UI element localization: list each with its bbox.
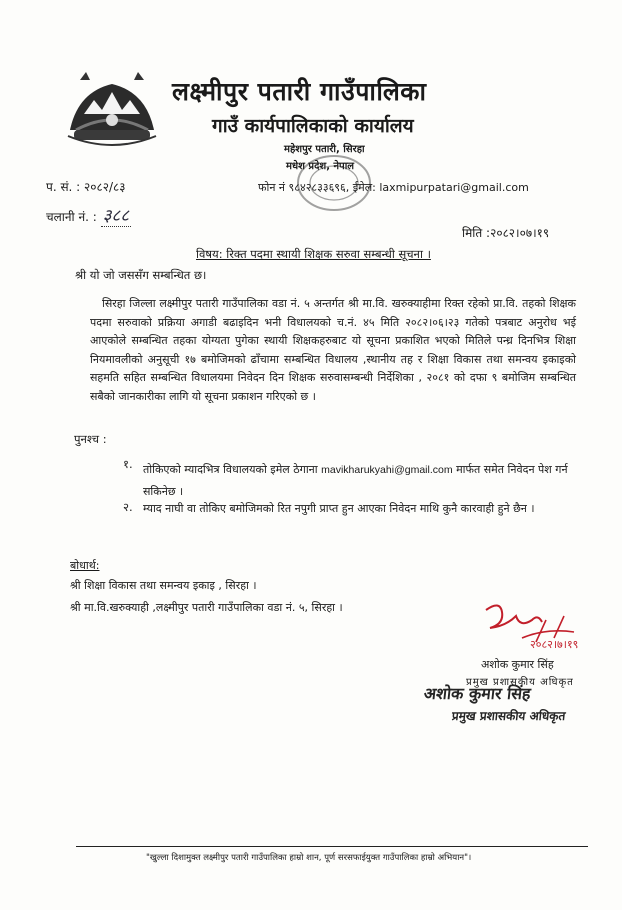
postscript-item-1-text-after: मार्फत समेत निवेदन पेश गर्न सकिनेछ । [143,463,568,498]
cc-line-2: श्री मा.वि.खरुक्याही ,लक्ष्मीपुर पतारी गाउँपालिका वडा नं. ५, सिरहा । [70,601,343,614]
dispatch-number [46,203,131,226]
signature-icon [476,598,581,658]
letter-body: सिरहा जिल्ला लक्ष्मीपुर पतारी गाउँपालिका वडा नं. ५ अन्तर्गत श्री मा.वि. खरुक्याहीमा रिक्त रहेको प्रा.वि. तहको शिक्षक पदमा सरुवाको प्रक्रिया अगाडी बढाइदिन भनी विधालयको च.नं. ४५ मिति २०८२।०६।२३ गतेको पत्रबाट अनुरोध भई आएकोले सम्बन्धित तहका योग्यता पुगेका स्थायी शिक्षकहरुबाट यो सूचना प्रकाशित भएको मितिले पन्ध्र दिनभित्र शिक्षा नियमावलीको अनुसूची १७ बमोजिमको ढाँचामा सम्बन्धित विधालय ,स्थानीय तह र शिक्षा विकास तथा समन्वय इकाइको सहमति सहित सम्बन्धित विधालयमा निवेदन दिन शिक्षक सरुवासम्बन्धी निर्देशिका , २०८१ को दफा ९ बमोजिम सम्बन्धित सबैको जानकारीका लागि यो सूचना प्रकाशन गरिएको छ । [90,297,576,403]
postscript-label: पुनश्च : [74,432,107,446]
signer-title: प्रमुख प्रशासकीय अधिकृत [466,677,574,688]
school-email: mavikharukyahi@gmail.com [321,464,453,476]
footer-divider [76,846,588,847]
org-name: लक्ष्मीपुर पतारी गाउँपालिका [172,77,427,106]
office-name: गाउँ कार्यपालिकाको कार्यालय [212,115,414,137]
address-line-1: महेशपुर पतारी, सिरहा [284,144,365,155]
signature-date: २०८२।७।१९ [530,638,579,651]
cc-title: बोधार्थ: [70,559,100,572]
address-line-2: मधेश प्रदेश, नेपाल [286,161,355,172]
footer-slogan: "खुल्ला दिशामुक्त लक्ष्मीपुर पतारी गाउँपालिका हाम्रो शान, पूर्ण सरसफाईयुक्त गाउँपालिका हाम्रो अभियान"। [146,853,472,863]
dispatch-value: ३८८ [102,206,130,226]
dispatch-label: चलानी नं. : [46,210,101,224]
cc-line-1: श्री शिक्षा विकास तथा समन्वय इकाइ , सिरहा । [70,579,257,592]
postscript-item-1 [143,459,581,503]
postscript-item-1-text-before: तोकिएको म्यादभित्र विधालयको इमेल ठेगाना [143,463,322,476]
signer-name: अशोक कुमार सिंह [481,658,554,671]
letter-date: मिति :२०८२।०७।१९ [462,226,550,240]
letter-subject: विषय: रिक्त पदमा स्थायी शिक्षक सरुवा सम्बन्धी सूचना । [196,247,431,261]
salutation: श्री यो जो जससँग सम्बन्धित छ। [75,268,207,282]
postscript-item-1-number: १. [123,457,133,471]
reference-number: प. सं. : २०८२/८३ [46,180,126,194]
phone-email: फोन नं ९८४२८३३६९६, ईमेल: laxmipurpatari@gmail.com [258,181,529,194]
nepal-emblem-icon [64,70,160,150]
stamp-title: प्रमुख प्रशासकीय अधिकृत [451,709,567,723]
stamp-name: अशोक कुमार सिंह [422,684,532,703]
postscript-item-2-number: २. [123,500,133,514]
postscript-item-2: म्याद नाघी वा तोकिए बमोजिमको रित नपुगी प्राप्त हुन आएका निवेदन माथि कुनै कारवाही हुने छैन । [143,502,535,515]
